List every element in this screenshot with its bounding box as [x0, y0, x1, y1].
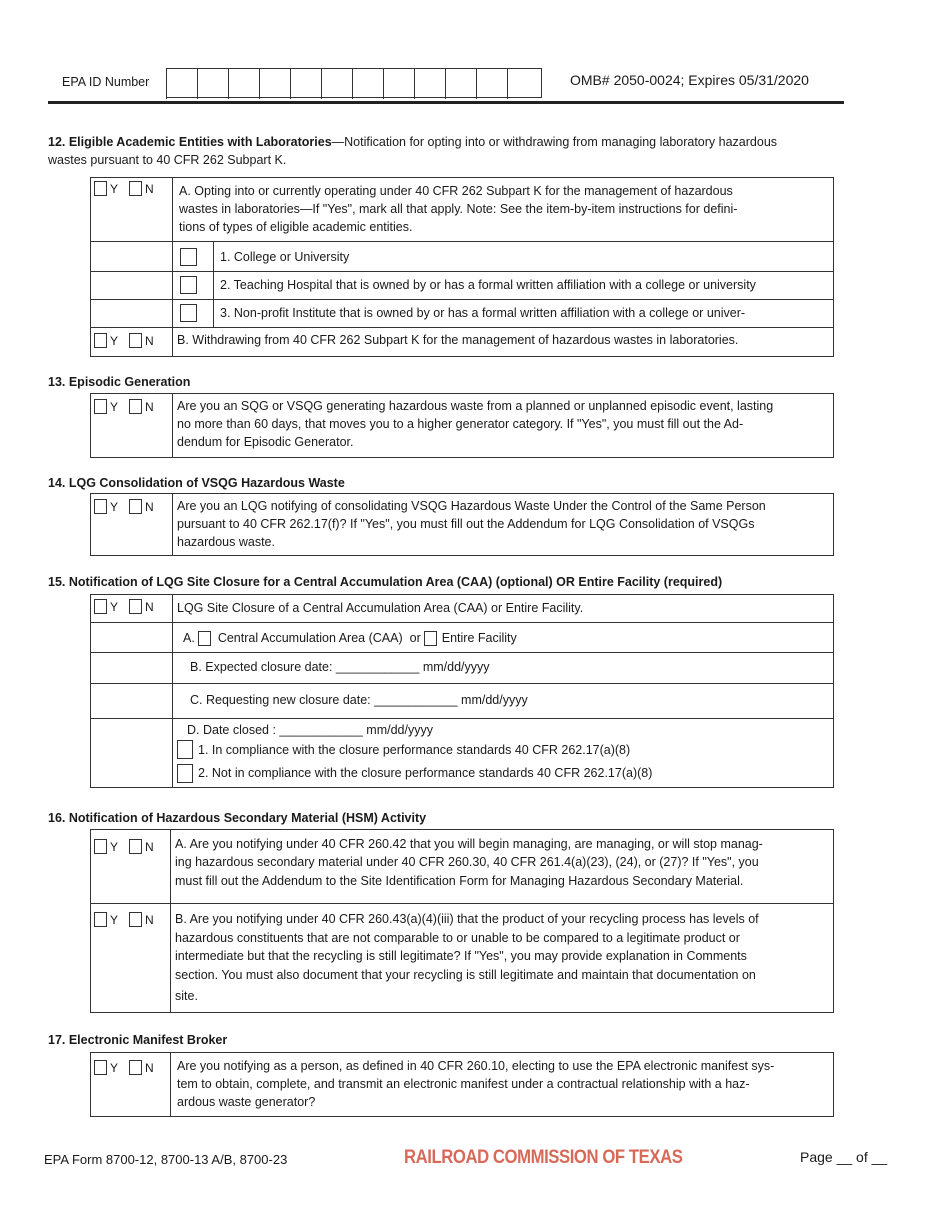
s17-line1: Are you notifying as a person, as defined in 40 CFR 260.10, electing to use the EPA electronic manifest sys- — [177, 1059, 775, 1073]
s15-title: 15. Notification of LQG Site Closure for a Central Accumulation Area (CAA) (optional) OR Entire Facility (required) — [48, 575, 723, 589]
s16b-no-checkbox[interactable] — [129, 912, 142, 927]
s13-line2: no more than 60 days, that moves you to a higher generator category. If "Yes", you must fill out the Ad- — [177, 417, 744, 431]
s12b-yes-checkbox[interactable] — [94, 333, 107, 348]
s16a-yn: Y N — [94, 839, 154, 854]
s14-line3: hazardous waste. — [177, 535, 275, 549]
s17-yn: Y N — [94, 1060, 154, 1075]
s12b-no-checkbox[interactable] — [129, 333, 142, 348]
s14-no-checkbox[interactable] — [129, 499, 142, 514]
s12-opt1: 1. College or University — [220, 250, 350, 264]
s14-yes-checkbox[interactable] — [94, 499, 107, 514]
s12-opt3: 3. Non-profit Institute that is owned by or has a formal written affiliation with a college or univer- — [220, 306, 746, 320]
s16b-yes-checkbox[interactable] — [94, 912, 107, 927]
s15-yn: Y N — [94, 599, 154, 614]
s15-entire-facility-checkbox[interactable] — [424, 631, 437, 646]
s14-line1: Are you an LQG notifying of consolidating VSQG Hazardous Waste Under the Control of the Same Person — [177, 499, 766, 513]
s12-opt1-checkbox[interactable] — [180, 248, 197, 266]
s13-yes-checkbox[interactable] — [94, 399, 107, 414]
page-number: Page __ of __ — [800, 1149, 888, 1165]
railroad-commission-stamp: RAILROAD COMMISSION OF TEXAS — [404, 1147, 683, 1168]
s13-title: 13. Episodic Generation — [48, 375, 191, 389]
s15-no-checkbox[interactable] — [129, 599, 142, 614]
s12a-line1: A. Opting into or currently operating under 40 CFR 262 Subpart K for the management of hazardous — [179, 184, 733, 198]
s12a-no-checkbox[interactable] — [129, 181, 142, 196]
s12a-line3: tions of types of eligible academic entities. — [179, 220, 413, 234]
s12-opt2: 2. Teaching Hospital that is owned by or has a formal written affiliation with a college or university — [220, 278, 756, 292]
s16a-no-checkbox[interactable] — [129, 839, 142, 854]
s13-no-checkbox[interactable] — [129, 399, 142, 414]
s14-yn: Y N — [94, 499, 154, 514]
s16a-line1: A. Are you notifying under 40 CFR 260.42 that you will begin managing, are managing, or will stop manag- — [175, 837, 763, 851]
s15-a-row: A. Central Accumulation Area (CAA) or Entire Facility — [183, 631, 517, 645]
s15-main: LQG Site Closure of a Central Accumulation Area (CAA) or Entire Facility. — [177, 601, 584, 615]
epa-id-label: EPA ID Number — [62, 75, 150, 89]
s15-yes-checkbox[interactable] — [94, 599, 107, 614]
epa-id-input[interactable] — [166, 68, 542, 98]
s13-yn: Y N — [94, 399, 154, 414]
s15-d1: 1. In compliance with the closure performance standards 40 CFR 262.17(a)(8) — [198, 743, 631, 757]
s16b-line1: B. Are you notifying under 40 CFR 260.43(a)(4)(iii) that the product of your recycling process has levels of — [175, 912, 759, 926]
s16b-line5: site. — [175, 989, 198, 1003]
s14-title: 14. LQG Consolidation of VSQG Hazardous Waste — [48, 476, 345, 490]
s17-line2: tem to obtain, complete, and transmit an electronic manifest under a contractual relationship with a haz- — [177, 1077, 750, 1091]
s17-title: 17. Electronic Manifest Broker — [48, 1033, 228, 1047]
s17-yes-checkbox[interactable] — [94, 1060, 107, 1075]
s16a-yes-checkbox[interactable] — [94, 839, 107, 854]
s12a-line2: wastes in laboratories—If "Yes", mark all that apply. Note: See the item-by-item instructions for defini- — [179, 202, 738, 216]
s16b-line3: intermediate but that the recycling is still legitimate? If "Yes", you may provide explanation in Comments — [175, 949, 747, 963]
s15-d2: 2. Not in compliance with the closure performance standards 40 CFR 262.17(a)(8) — [198, 766, 653, 780]
s12b-text: B. Withdrawing from 40 CFR 262 Subpart K for the management of hazardous wastes in laboratories. — [177, 333, 739, 347]
s15-d: D. Date closed : ____________ mm/dd/yyyy — [187, 723, 433, 737]
s16a-line2: ing hazardous secondary material under 40 CFR 260.30, 40 CFR 261.4(a)(23), (24), or (27)? If "Yes", you — [175, 855, 759, 869]
s17-no-checkbox[interactable] — [129, 1060, 142, 1075]
s16-title: 16. Notification of Hazardous Secondary Material (HSM) Activity — [48, 811, 427, 825]
s16b-line4: section. You must also document that your recycling is still legitimate and maintain that documentation on — [175, 968, 756, 982]
s15-d1-checkbox[interactable] — [177, 740, 193, 759]
s12-title: 12. Eligible Academic Entities with Laboratories — [48, 135, 332, 149]
omb-number: OMB# 2050-0024; Expires 05/31/2020 — [570, 72, 809, 88]
s15-d2-checkbox[interactable] — [177, 764, 193, 783]
s16a-line3: must fill out the Addendum to the Site Identification Form for Managing Hazardous Secondary Material. — [175, 874, 744, 888]
s16b-yn: Y N — [94, 912, 154, 927]
s12a-yes-checkbox[interactable] — [94, 181, 107, 196]
s13-line1: Are you an SQG or VSQG generating hazardous waste from a planned or unplanned episodic event, lasting — [177, 399, 774, 413]
s12-opt2-checkbox[interactable] — [180, 276, 197, 294]
s13-line3: dendum for Episodic Generator. — [177, 435, 354, 449]
s12-intro-2: wastes pursuant to 40 CFR 262 Subpart K. — [48, 153, 287, 167]
s12-intro: 12. Eligible Academic Entities with Laboratories—Notification for opting into or withdrawing from managing laboratory hazardous — [48, 135, 778, 149]
s15-caa-checkbox[interactable] — [198, 631, 211, 646]
s12b-yn: Y N — [94, 333, 154, 348]
s12a-yn: Y N — [94, 181, 154, 196]
s12-opt3-checkbox[interactable] — [180, 304, 197, 322]
header-rule — [48, 101, 844, 104]
footer-form-number: EPA Form 8700-12, 8700-13 A/B, 8700-23 — [44, 1152, 288, 1167]
s15-c: C. Requesting new closure date: ____________ mm/dd/yyyy — [190, 693, 528, 707]
s16b-line2: hazardous constituents that are not comparable to or unable to be compared to a legitimate product or — [175, 931, 740, 945]
s17-line3: ardous waste generator? — [177, 1095, 316, 1109]
s14-line2: pursuant to 40 CFR 262.17(f)? If "Yes", you must fill out the Addendum for LQG Consolidation of VSQGs — [177, 517, 755, 531]
s15-b: B. Expected closure date: ____________ mm/dd/yyyy — [190, 660, 490, 674]
